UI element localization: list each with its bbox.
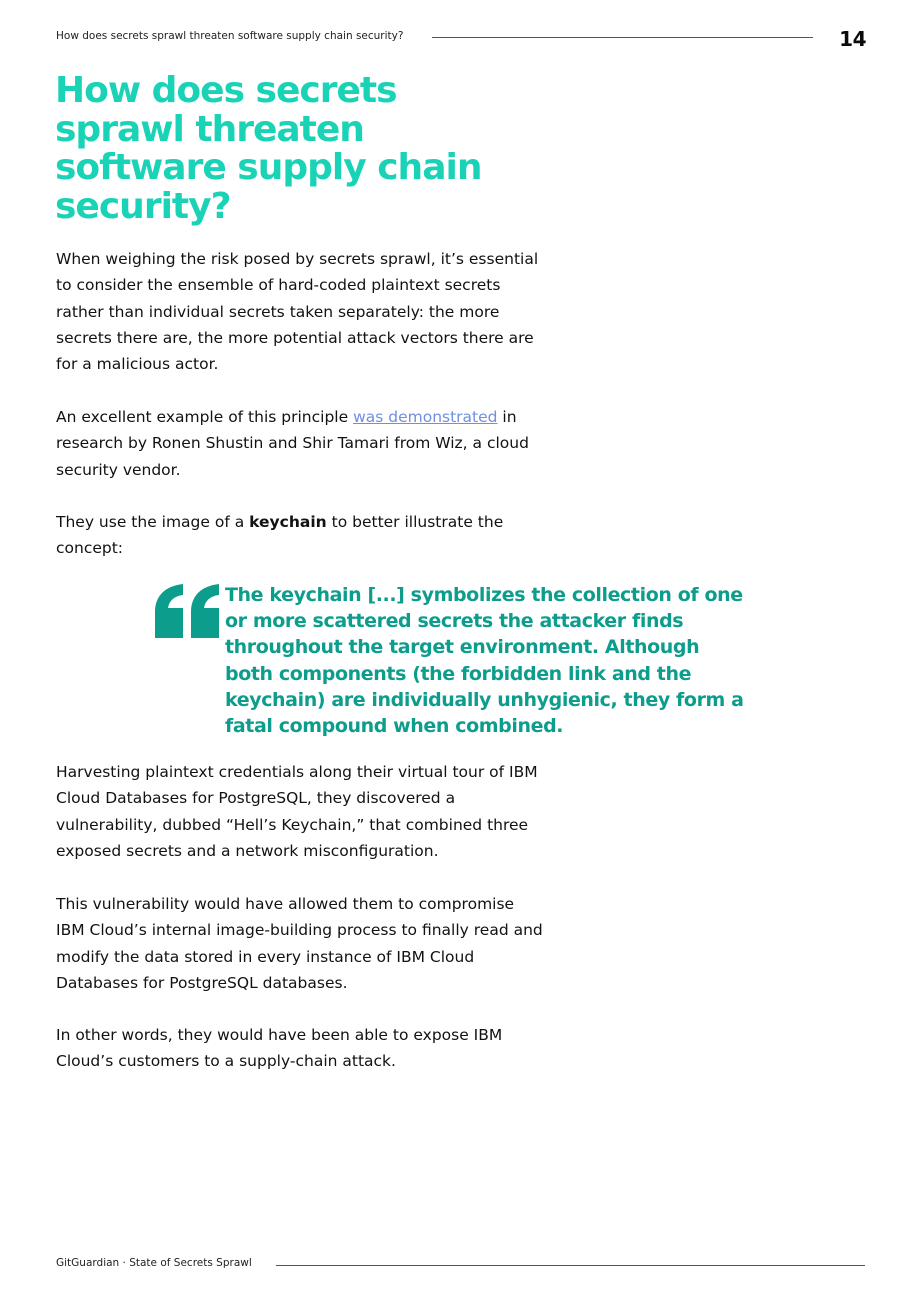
header-divider bbox=[432, 37, 813, 38]
page-header bbox=[56, 27, 866, 51]
footer-divider bbox=[276, 1265, 865, 1266]
paragraph-1: When weighing the risk posed by secrets sprawl, it’s essential to consider the ensemble of hard-coded plaintext secrets rather than individual secrets taken separately: the more secrets there are, the more potential attack vectors there are for a malicious actor. bbox=[56, 250, 539, 374]
paragraph-2 bbox=[56, 404, 546, 483]
page-footer bbox=[56, 1257, 866, 1273]
pull-quote: The keychain [...] symbolizes the collection of one or more scattered secrets the attacker finds throughout the target environment. Although both components (the forbidden link and the keychain) are individually unhygienic, they form a fatal compound when combined. bbox=[225, 584, 744, 738]
paragraph-3-text-after-bold: to better illustrate the concept: bbox=[56, 513, 504, 558]
paragraph-3 bbox=[56, 509, 546, 562]
page-number: 14 bbox=[839, 27, 866, 51]
paragraph-2-text-after-link: in research by Ronen Shustin and Shir Tamari from Wiz, a cloud security vendor. bbox=[56, 408, 529, 479]
footer-text: GitGuardian · State of Secrets Sprawl bbox=[56, 1257, 252, 1269]
keychain-emphasis: keychain bbox=[249, 513, 327, 531]
research-link[interactable]: was demonstrated bbox=[353, 408, 498, 426]
quote-mark-icon bbox=[155, 584, 219, 638]
paragraph-4: Harvesting plaintext credentials along their virtual tour of IBM Cloud Databases for PostgreSQL, they discovered a vulnerability, dubbed “Hell’s Keychain,” that combined three exposed secrets and a network misconfiguration. bbox=[56, 763, 538, 860]
paragraph-2-text-before-link: An excellent example of this principle bbox=[56, 408, 354, 426]
header-title: How does secrets sprawl threaten software supply chain security? bbox=[56, 30, 404, 42]
paragraph-6: In other words, they would have been able to expose IBM Cloud’s customers to a supply-chain attack. bbox=[56, 1026, 503, 1071]
paragraph-3-text-before-bold: They use the image of a bbox=[56, 513, 250, 531]
page-title: How does secrets sprawl threaten software supply chain security? bbox=[55, 70, 482, 227]
paragraph-5: This vulnerability would have allowed them to compromise IBM Cloud’s internal image-building process to finally read and modify the data stored in every instance of IBM Cloud Databases for PostgreSQL databases. bbox=[56, 895, 543, 992]
